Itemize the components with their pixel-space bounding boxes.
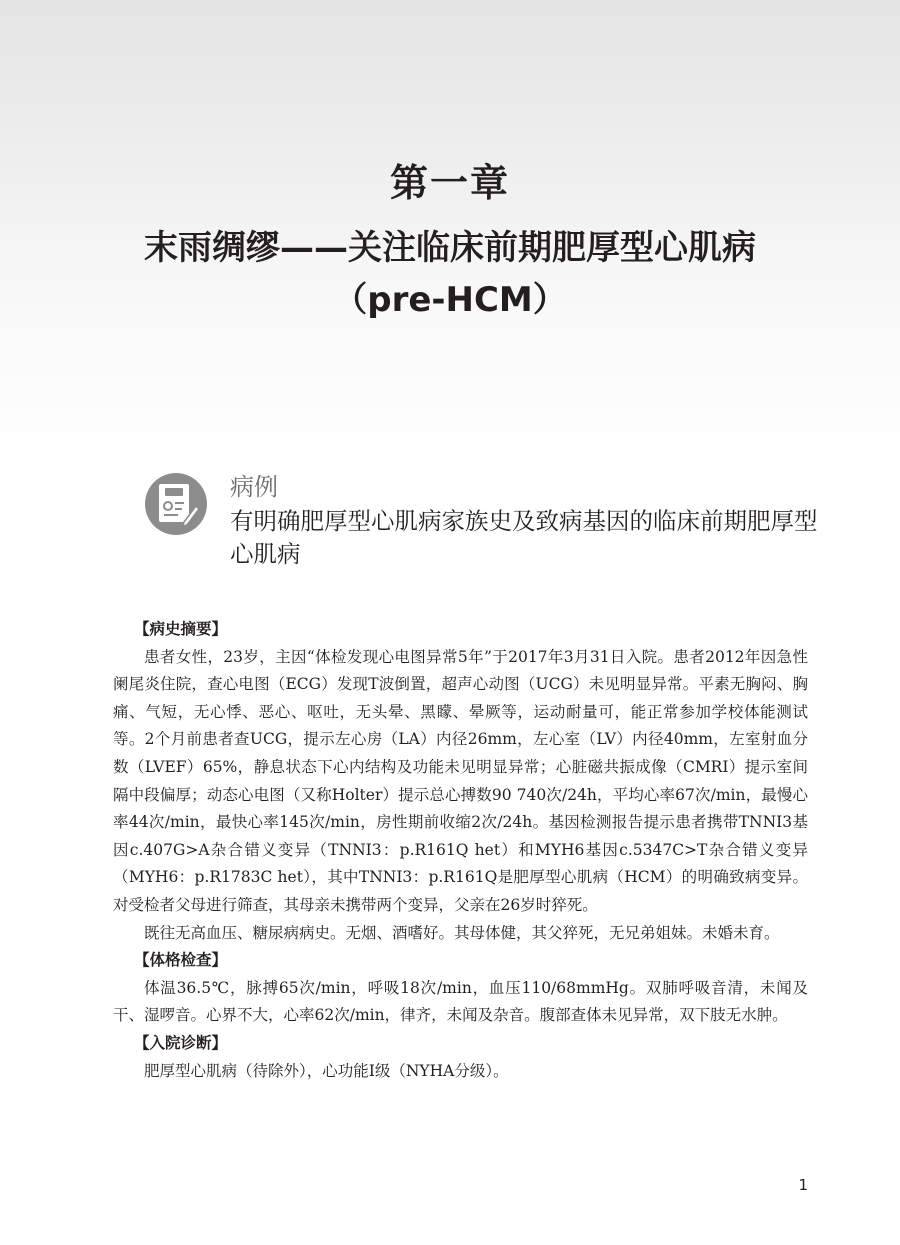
exam-heading: 【体格检查】 (134, 951, 228, 970)
medical-record-icon (144, 472, 208, 536)
history-paragraph-2: 既往无高血压、糖尿病病史。无烟、酒嗜好。其母体健，其父猝死，无兄弟姐妹。未婚未育。 (144, 923, 780, 942)
case-title: 有明确肥厚型心肌病家族史及致病基因的临床前期肥厚型心肌病 (230, 507, 818, 568)
case-label: 病例 (230, 473, 278, 501)
diagnosis-heading: 【入院诊断】 (134, 1033, 228, 1052)
page-number: 1 (798, 1176, 808, 1194)
exam-paragraph: 体温36.5℃，脉搏65次/min，呼吸18次/min，血压110/68mmHg。双肺呼吸音清，未闻及干、湿啰音。心界不大，心率62次/min，律齐，未闻及杂音。腹部查体未见异常，双下肢无水肿。 (113, 978, 808, 1025)
history-heading: 【病史摘要】 (134, 620, 228, 638)
chapter-number: 第一章 (389, 161, 510, 205)
chapter-subtitle: （pre-HCM） (333, 280, 567, 320)
case-content (113, 616, 808, 1085)
diagnosis-paragraph: 肥厚型心肌病（待除外），心功能Ⅰ级（NYHA分级）。 (144, 1061, 509, 1080)
chapter-title: 末雨绸缪——关注临床前期肥厚型心肌病 (144, 228, 756, 268)
history-paragraph-1: 患者女性，23岁，主因“体检发现心电图异常5年”于2017年3月31日入院。患者2012年因急性阑尾炎住院，查心电图（ECG）发现T波倒置，超声心动图（UCG）未见明显异常。平素无胸闷、胸痛、气短，无心悸、恶心、呕吐，无头晕、黑矇、晕厥等，运动耐量可，能正常参加学校体能测试等。2个月前患者查UCG，提示左心房（LA）内径26mm，左心室（LV）内径40mm，左室射血分数（LVEF）65%，静息状态下心内结构及功能未见明显异常；心脏磁共振成像（CMRI）提示室间隔中段偏厚；动态心电图（又称Holter）提示总心搏数90 740次/24h，平均心率67次/min，最慢心率44次/min，最快心率145次/min，房性期前收缩2次/24h。基因检测报告提示患者携带TNNI3基因c.407G>A杂合错义变异（TNNI3：p.R161Q het）和MYH6基因c.5347C>T杂合错义变异（MYH6：p.R1783C het），其中TNNI3：p.R161Q是肥厚型心肌病（HCM）的明确致病变异。对受检者父母进行筛查，其母亲未携带两个变异，父亲在26岁时猝死。 (113, 647, 808, 914)
